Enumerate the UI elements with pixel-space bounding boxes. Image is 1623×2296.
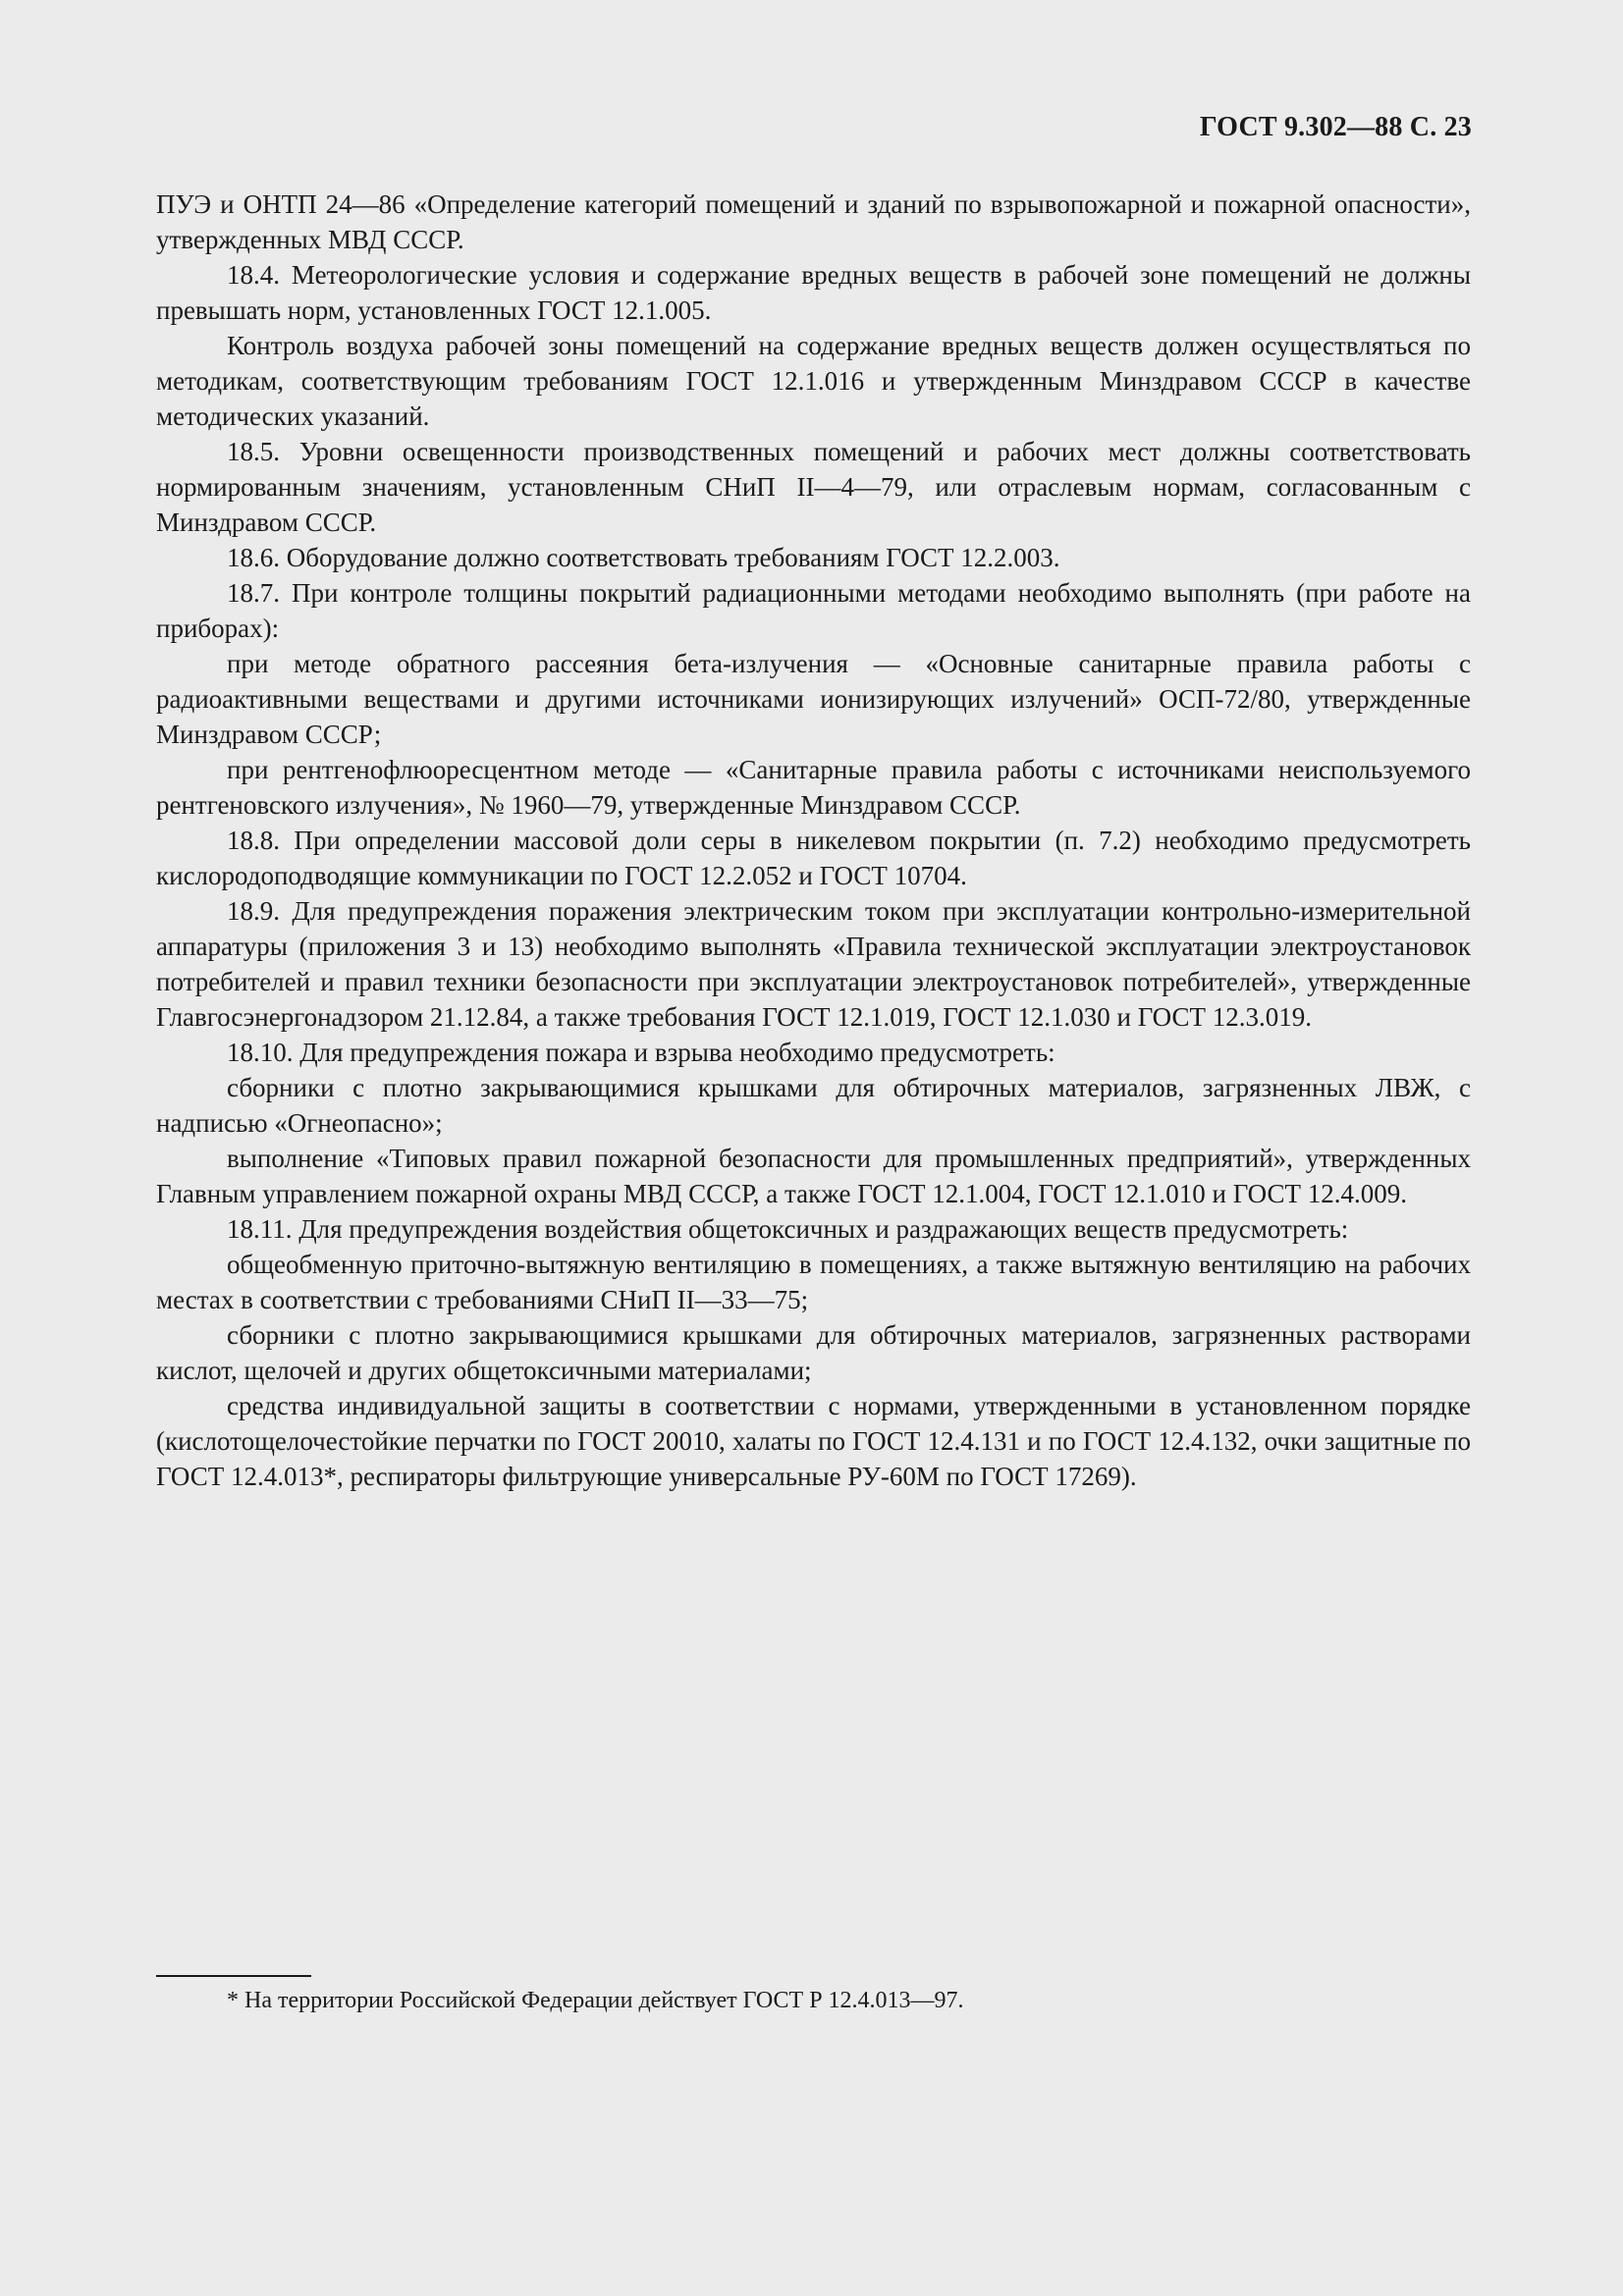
paragraph-18-9: 18.9. Для предупреждения поражения электрическим током при эксплуатации контрольно-измерительной аппаратуры (приложения 3 и 13) необходимо выполнять «Правила технической эксплуатации электроустановок потребителей и правил техники безопасности при эксплуатации электроустановок потребителей», утвержденные Главгосэнергонадзором 21.12.84, а также требования ГОСТ 12.1.019, ГОСТ 12.1.030 и ГОСТ 12.3.019. [156, 896, 1471, 1032]
paragraph-18-10: 18.10. Для предупреждения пожара и взрыва необходимо предусмотреть: [227, 1038, 1055, 1067]
paragraph-containers-lvzh: сборники с плотно закрывающимися крышками для обтирочных материалов, загрязненных ЛВЖ, с надписью «Огнеопасно»; [156, 1073, 1471, 1138]
paragraph-air-control: Контроль воздуха рабочей зоны помещений на содержание вредных веществ должен осуществляться по методикам, соответствующим требованиям ГОСТ 12.1.016 и утвержденным Минздравом СССР в качестве методических указаний. [156, 331, 1471, 431]
body-text [156, 187, 1471, 1494]
paragraph-18-4: 18.4. Метеорологические условия и содержание вредных веществ в рабочей зоне помещений не должны превышать норм, установленных ГОСТ 12.1.005. [156, 260, 1471, 325]
paragraph-beta-method: при методе обратного рассеяния бета-излучения — «Основные санитарные правила работы с радиоактивными веществами и другими источниками ионизирующих излучений» ОСП-72/80, утвержденные Минздравом СССР; [156, 649, 1471, 749]
running-header: ГОСТ 9.302—88 С. 23 [1199, 112, 1472, 142]
paragraph-protective-equipment: средства индивидуальной защиты в соответствии с нормами, утвержденными в установленном порядке (кислотощелочестойкие перчатки по ГОСТ 20010, халаты по ГОСТ 12.4.131 и по ГОСТ 12.4.132, очки защитные по ГОСТ 12.4.013*, респираторы фильтрующие универсальные РУ-60М по ГОСТ 17269). [156, 1391, 1471, 1491]
paragraph-18-7: 18.7. При контроле толщины покрытий радиационными методами необходимо выполнять (при работе на приборах): [156, 578, 1471, 643]
paragraph-ventilation: общеобменную приточно-вытяжную вентиляцию в помещениях, а также вытяжную вентиляцию на рабочих местах в соответствии с требованиями СНиП II—33—75; [156, 1250, 1471, 1314]
paragraph-18-5: 18.5. Уровни освещенности производственных помещений и рабочих мест должны соответствовать нормированным значениям, установленным СНиП II—4—79, или отраслевым нормам, согласованным с Минздравом СССР. [156, 437, 1471, 537]
paragraph-18-11: 18.11. Для предупреждения воздействия общетоксичных и раздражающих веществ предусмотреть: [227, 1214, 1349, 1244]
footnote-divider [156, 1975, 311, 1977]
footnote: * На территории Российской Федерации действует ГОСТ Р 12.4.013—97. [227, 1988, 964, 2013]
paragraph-containers-acids: сборники с плотно закрывающимися крышками для обтирочных материалов, загрязненных растворами кислот, щелочей и других общетоксичными материалами; [156, 1320, 1471, 1385]
paragraph-xray-method: при рентгенофлюоресцентном методе — «Санитарные правила работы с источниками неиспользуемого рентгеновского излучения», № 1960—79, утвержденные Минздравом СССР. [156, 755, 1471, 820]
paragraph-fire-rules: выполнение «Типовых правил пожарной безопасности для промышленных предприятий», утвержденных Главным управлением пожарной охраны МВД СССР, а также ГОСТ 12.1.004, ГОСТ 12.1.010 и ГОСТ 12.4.009. [156, 1144, 1471, 1208]
paragraph-continuation: ПУЭ и ОНТП 24—86 «Определение категорий помещений и зданий по взрывопожарной и пожарной опасности», утвержденных МВД СССР. [156, 189, 1471, 254]
paragraph-18-8: 18.8. При определении массовой доли серы в никелевом покрытии (п. 7.2) необходимо предусмотреть кислородоподводящие коммуникации по ГОСТ 12.2.052 и ГОСТ 10704. [156, 826, 1471, 890]
paragraph-18-6: 18.6. Оборудование должно соответствовать требованиям ГОСТ 12.2.003. [227, 543, 1060, 572]
